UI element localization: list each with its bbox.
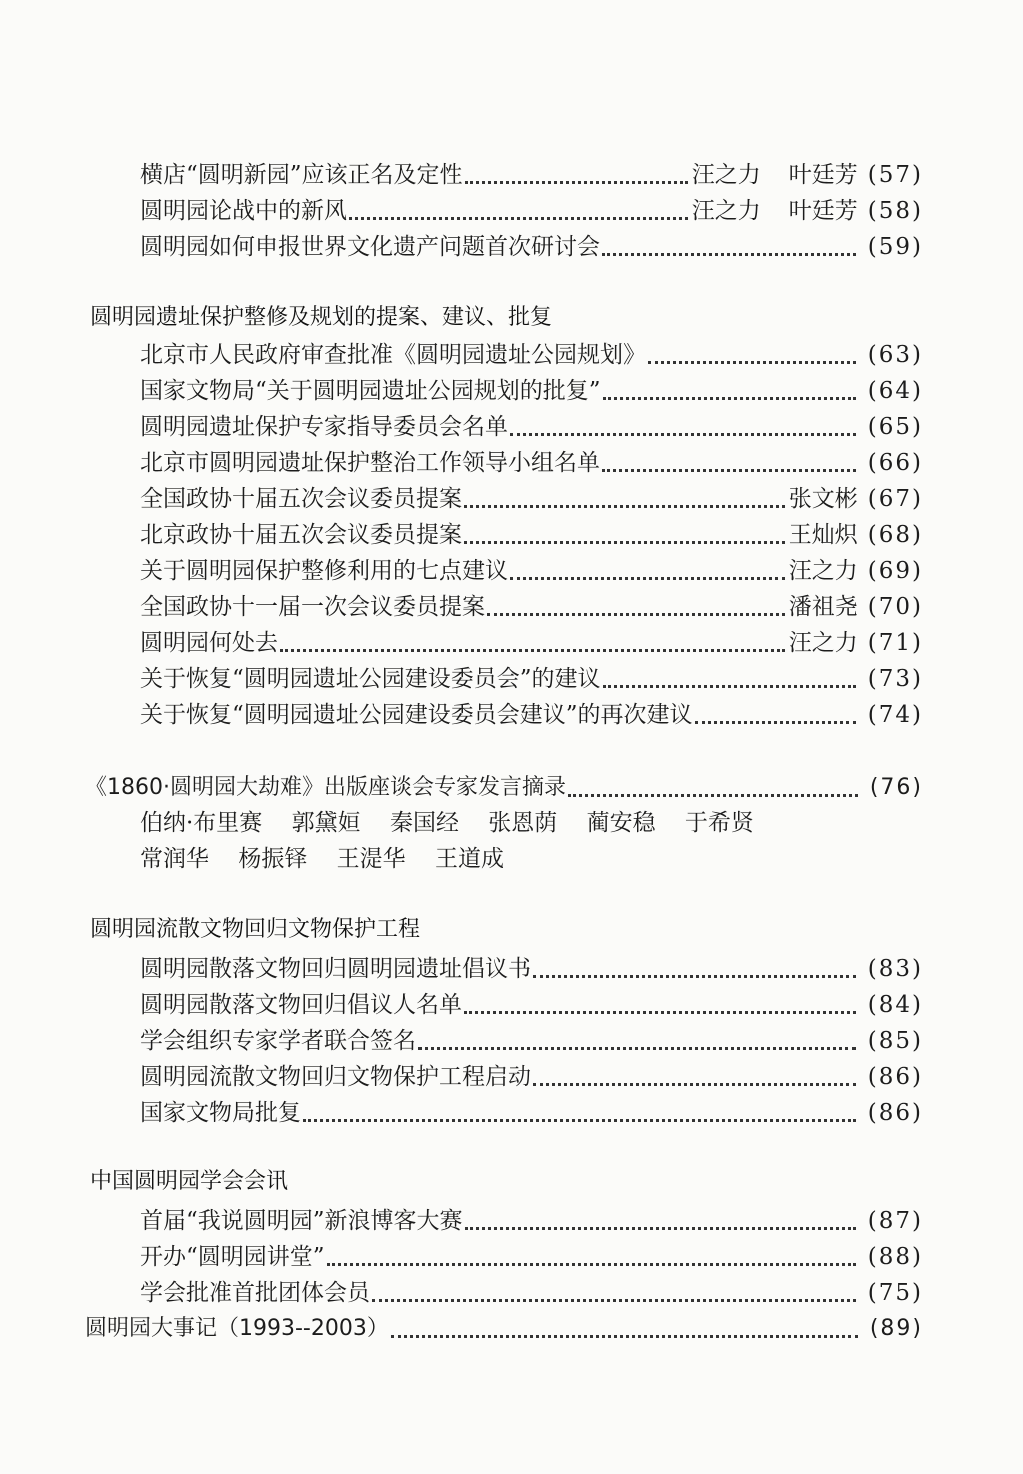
entry-page: (71) (867, 630, 923, 656)
leader-dots (372, 1289, 856, 1302)
toc-entry (140, 481, 923, 517)
leader-dots (603, 387, 856, 400)
entry-page: (70) (867, 594, 923, 620)
entry-page: (84) (867, 992, 923, 1018)
toc-entry (140, 661, 923, 697)
entry-title: 关于圆明园保护整修利用的七点建议 (140, 558, 508, 584)
entry-page: (66) (867, 450, 923, 476)
toc-entry (140, 193, 923, 229)
entry-page: (64) (867, 378, 923, 404)
leader-dots (349, 207, 688, 220)
speaker-names (140, 841, 526, 877)
entry-page: (75) (867, 1280, 923, 1306)
entry-author: 叶廷芳 (788, 162, 858, 188)
leader-dots (327, 1253, 856, 1266)
leader-dots (695, 711, 856, 724)
toc-entry (140, 337, 923, 373)
entry-author: 汪之力 (788, 630, 858, 656)
entry-title: 北京市圆明园遗址保护整治工作领导小组名单 (140, 450, 600, 476)
entry-page: (86) (867, 1100, 923, 1126)
entry-page: (85) (867, 1028, 923, 1054)
entry-title: 横店“圆明新园”应该正名及定性 (140, 162, 463, 188)
toc-entry (140, 697, 923, 733)
toc-entry (140, 445, 923, 481)
speaker-name: 于希贤 (684, 810, 754, 836)
toc-entry (140, 1275, 923, 1311)
entry-page: (68) (867, 522, 923, 548)
entry-title: 北京政协十届五次会议委员提案 (140, 522, 462, 548)
toc-entry (140, 517, 923, 553)
entry-page: (87) (867, 1208, 923, 1234)
entry-title: 圆明园散落文物回归圆明园遗址倡议书 (140, 956, 531, 982)
entry-author: 汪之力 (691, 198, 761, 224)
leader-dots (510, 567, 785, 580)
leader-dots (280, 639, 785, 652)
leader-dots (418, 1037, 856, 1050)
speaker-name: 常润华 (140, 846, 209, 872)
leader-dots (533, 965, 856, 978)
entry-page: (67) (867, 486, 923, 512)
entry-author: 汪之力 (788, 558, 858, 584)
toc-entry (140, 1023, 923, 1059)
entry-page: (86) (867, 1064, 923, 1090)
entry-page: (65) (867, 414, 923, 440)
entry-page: (73) (867, 666, 923, 692)
entry-page: (57) (867, 162, 923, 188)
leader-dots (603, 675, 856, 688)
entry-page: (89) (869, 1316, 923, 1341)
speaker-name: 张恩荫 (488, 810, 558, 836)
entry-title: 学会组织专家学者联合签名 (140, 1028, 416, 1054)
entry-author: 潘祖尧 (788, 594, 858, 620)
speaker-name: 郭黛姮 (291, 810, 361, 836)
toc-entry (140, 1095, 923, 1131)
leader-dots (464, 1001, 856, 1014)
speaker-name: 伯纳·布里赛 (140, 810, 263, 836)
section-heading: 圆明园流散文物回归文物保护工程 (90, 917, 421, 942)
section-heading: 圆明园遗址保护整修及规划的提案、建议、批复 (90, 305, 553, 330)
toc-entry (140, 625, 923, 661)
entry-title: 圆明园遗址保护专家指导委员会名单 (140, 414, 508, 440)
toc-entry (140, 157, 923, 193)
entry-title: 圆明园何处去 (140, 630, 278, 656)
entry-title: 全国政协十届五次会议委员提案 (140, 486, 462, 512)
entry-title: 圆明园如何申报世界文化遗产问题首次研讨会 (140, 234, 600, 260)
entry-title: 关于恢复“圆明园遗址公园建设委员会建议”的再次建议 (140, 702, 693, 728)
entry-title: 首届“我说圆明园”新浪博客大赛 (140, 1208, 463, 1234)
leader-dots (487, 603, 785, 616)
toc-entry (140, 987, 923, 1023)
leader-dots (391, 1325, 858, 1338)
entry-title: 圆明园大事记（1993--2003） (85, 1316, 389, 1341)
entry-title: 全国政协十一届一次会议委员提案 (140, 594, 485, 620)
speaker-name: 王湜华 (336, 846, 406, 872)
toc-entry-major (85, 770, 923, 806)
entry-title: 圆明园流散文物回归文物保护工程启动 (140, 1064, 531, 1090)
entry-title: 《1860·圆明园大劫难》出版座谈会专家发言摘录 (85, 775, 566, 800)
entry-page: (59) (867, 234, 923, 260)
entry-author: 王灿炽 (788, 522, 858, 548)
entry-page: (63) (867, 342, 923, 368)
entry-page: (69) (867, 558, 923, 584)
leader-dots (533, 1073, 856, 1086)
toc-entry (140, 1203, 923, 1239)
toc-entry (140, 409, 923, 445)
entry-title: 圆明园散落文物回归倡议人名单 (140, 992, 462, 1018)
leader-dots (510, 423, 856, 436)
leader-dots (465, 171, 688, 184)
entry-title: 圆明园论战中的新风 (140, 198, 347, 224)
entry-author: 汪之力 (691, 162, 761, 188)
leader-dots (648, 351, 856, 364)
entry-title: 国家文物局“关于圆明园遗址公园规划的批复” (140, 378, 601, 404)
toc-entry (140, 553, 923, 589)
entry-page: (74) (867, 702, 923, 728)
toc-entry (140, 1239, 923, 1275)
entry-author: 叶廷芳 (788, 198, 858, 224)
leader-dots (568, 784, 858, 797)
entry-title: 关于恢复“圆明园遗址公园建设委员会”的建议 (140, 666, 601, 692)
leader-dots (303, 1109, 856, 1122)
entry-author: 张文彬 (788, 486, 858, 512)
entry-page: (76) (869, 775, 923, 800)
toc-entry-major (85, 1311, 923, 1347)
entry-title: 开办“圆明园讲堂” (140, 1244, 325, 1270)
entry-title: 国家文物局批复 (140, 1100, 301, 1126)
entry-page: (88) (867, 1244, 923, 1270)
speaker-name: 杨振铎 (238, 846, 308, 872)
toc-entry (140, 1059, 923, 1095)
entry-title: 北京市人民政府审查批准《圆明园遗址公园规划》 (140, 342, 646, 368)
entry-page: (83) (867, 956, 923, 982)
speaker-name: 蔺安稳 (586, 810, 656, 836)
entry-page: (58) (867, 198, 923, 224)
toc-entry (140, 373, 923, 409)
leader-dots (464, 495, 785, 508)
section-heading: 中国圆明园学会会讯 (90, 1169, 289, 1194)
leader-dots (602, 459, 856, 472)
speaker-name: 秦国经 (389, 810, 459, 836)
toc-entry (140, 229, 923, 265)
entry-title: 学会批准首批团体会员 (140, 1280, 370, 1306)
speaker-name: 王道成 (434, 846, 504, 872)
toc-entry (140, 589, 923, 625)
leader-dots (602, 243, 856, 256)
leader-dots (464, 531, 785, 544)
toc-entry (140, 951, 923, 987)
leader-dots (465, 1217, 856, 1230)
speaker-names (140, 805, 776, 841)
